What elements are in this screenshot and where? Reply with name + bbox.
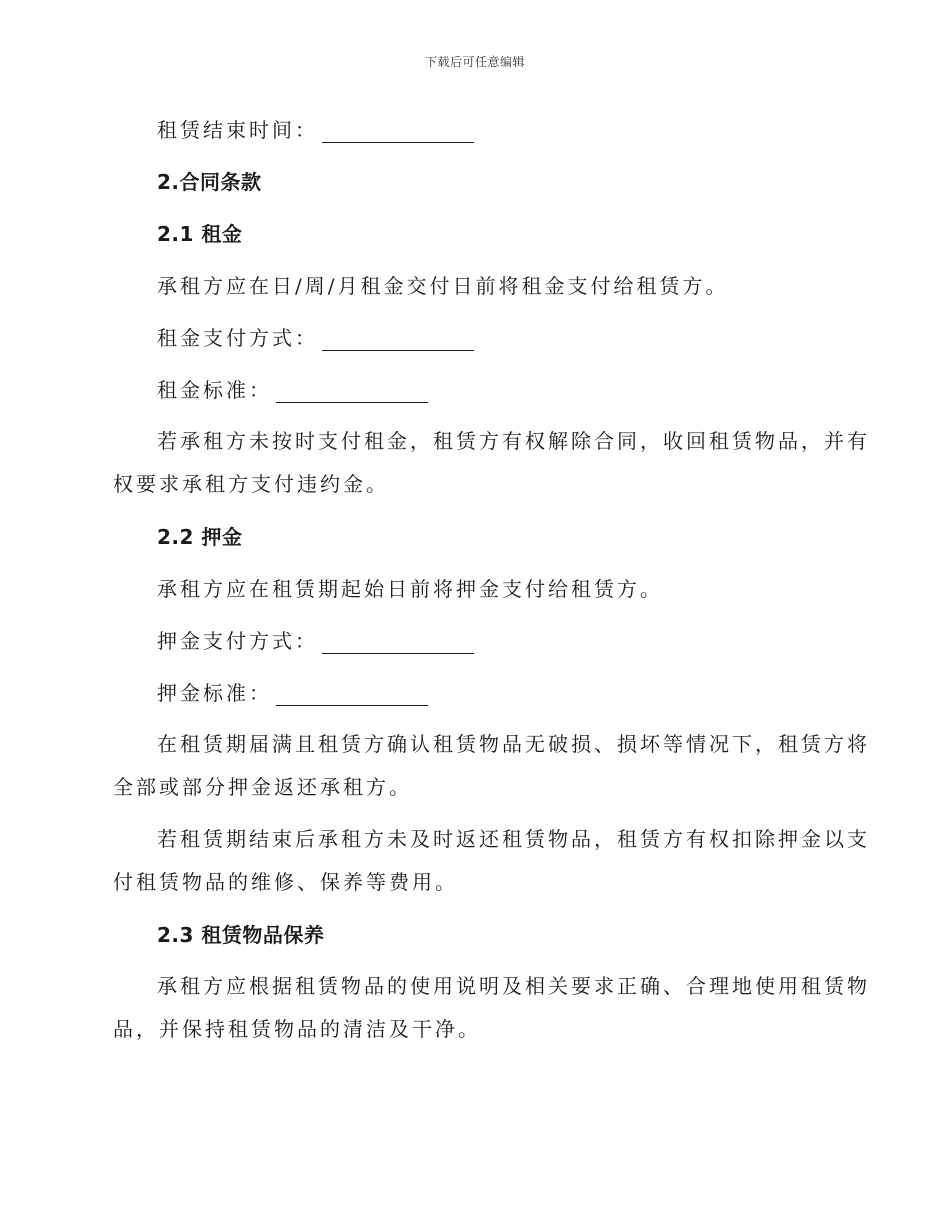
maintenance-line-2: 品，并保持租赁物品的清洁及干净。 — [113, 1017, 481, 1041]
rent-standard-blank — [276, 376, 428, 403]
rent-payment-method-field — [113, 312, 829, 364]
section-2-3-heading: 2.3 租赁物品保养 — [157, 923, 325, 947]
rent-payment-paragraph: 承租方应在日/周/月租金交付日前将租金支付给租赁方。 — [157, 274, 729, 298]
section-2-heading: 2.合同条款 — [157, 170, 262, 194]
deposit-payment-method-field — [113, 615, 829, 667]
deposit-deduction-line-1: 若租赁期结束后承租方未及时返还租赁物品，租赁方有权扣除押金以支 — [157, 827, 870, 851]
deposit-deduction-line-2: 付租赁物品的维修、保养等费用。 — [113, 870, 458, 894]
deposit-return-paragraph — [113, 719, 870, 814]
deposit-standard-label: 押金标准： — [157, 681, 272, 705]
rent-standard-field — [113, 364, 829, 416]
deposit-payment-method-blank — [322, 627, 474, 654]
rental-end-time-label: 租赁结束时间： — [157, 118, 318, 142]
rent-payment-method-label: 租金支付方式： — [157, 326, 318, 350]
rental-end-time-blank — [322, 116, 474, 143]
section-2-1-heading: 2.1 租金 — [157, 222, 243, 246]
rent-standard-label: 租金标准： — [157, 378, 272, 402]
page-header: 下载后可任意编辑 — [424, 55, 525, 69]
maintenance-line-1: 承租方应根据租赁物品的使用说明及相关要求正确、合理地使用租赁物 — [157, 974, 870, 998]
deposit-return-line-1: 在租赁期届满且租赁方确认租赁物品无破损、损坏等情况下，租赁方将 — [157, 732, 870, 756]
deposit-return-line-2: 全部或部分押金返还承租方。 — [113, 775, 412, 799]
deposit-deduction-paragraph — [113, 814, 870, 909]
rent-default-paragraph — [113, 416, 870, 511]
maintenance-paragraph — [113, 961, 870, 1056]
rent-default-line-1: 若承租方未按时支付租金，租赁方有权解除合同，收回租赁物品，并有 — [157, 429, 870, 453]
rent-payment-method-blank — [322, 324, 474, 351]
rental-end-time-field — [113, 104, 829, 156]
section-2-2-heading: 2.2 押金 — [157, 525, 243, 549]
deposit-standard-field — [113, 667, 829, 719]
deposit-standard-blank — [276, 679, 428, 706]
deposit-payment-paragraph: 承租方应在租赁期起始日前将押金支付给租赁方。 — [157, 577, 663, 601]
rent-default-line-2: 权要求承租方支付违约金。 — [113, 472, 389, 496]
document-body — [113, 104, 870, 1056]
deposit-payment-method-label: 押金支付方式： — [157, 629, 318, 653]
